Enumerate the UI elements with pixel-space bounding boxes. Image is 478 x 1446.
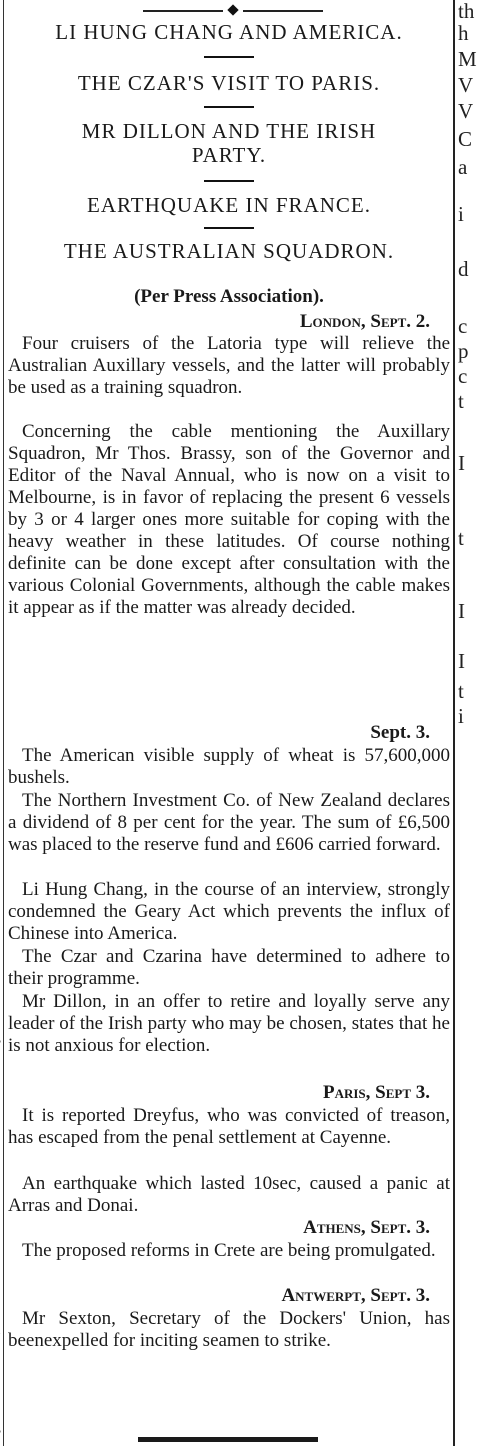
paragraph-czar: The Czar and Czarina have determined to adhere to their programme. — [8, 946, 450, 989]
right-fragment: I — [458, 451, 465, 475]
paragraph-crete: The proposed reforms in Crete are being promulgated. — [22, 1240, 436, 1261]
paragraph-northern-investment: The Northern Investment Co. of New Zealand declares a dividend of 8 per cent for the year. The sum of £6,500 was placed to the reserve fund and £606 carried forward. — [8, 790, 450, 855]
right-fragment: t — [458, 526, 464, 550]
dateline-antwerp: Antwerpt, Sept. 3. — [281, 1285, 430, 1306]
diamond-ornament-icon — [227, 4, 238, 15]
left-fragment — [0, 1030, 1, 1052]
paragraph-earthquake: An earthquake which lasted 10sec, caused a panic at Arras and Donai. — [8, 1173, 450, 1216]
headline-mr-dillon: MR DILLON AND THE IRISH PARTY. — [81, 119, 377, 167]
right-fragment: t — [458, 679, 464, 703]
left-fragment — [0, 1420, 1, 1442]
dateline-london: London, Sept. 2. — [299, 311, 430, 332]
paragraph-wheat-supply: The American visible supply of wheat is 57,600,000 bushels. — [8, 745, 450, 788]
paragraph-dillon: Mr Dillon, in an offer to retire and loyally serve any leader of the Irish party who may be chosen, states that he is not anxious for election. — [8, 991, 450, 1056]
right-column-rule — [453, 0, 455, 1446]
bottom-divider — [138, 1437, 318, 1442]
right-fragment: C — [458, 127, 473, 151]
right-fragment: a — [458, 155, 468, 179]
paragraph-sexton: Mr Sexton, Secretary of the Dockers' Union, has beenexpelled for inciting seamen to strike. — [8, 1308, 450, 1351]
paragraph-cable-squadron: Concerning the cable mentioning the Auxillary Squadron, Mr Thos. Brassy, son of the Governor and Editor of the Naval Annual, who is now on a visit to Melbourne, is in favor of replacing the present 6 vessels by 3 or 4 larger ones more suitable for coping with the heavy weather in these latitudes. Of course nothing definite can be done except after consultation with the various Colonial Governments, although the cable makes it appear as if the matter was already decided. — [8, 421, 450, 618]
right-fragment: t — [458, 389, 464, 413]
headline-earthquake: EARTHQUAKE IN FRANCE. — [87, 193, 371, 217]
headline-separator — [204, 227, 254, 229]
right-fragment: p — [458, 339, 469, 363]
right-fragment: c — [458, 314, 468, 338]
left-column-rule — [3, 0, 4, 1446]
headline-czar-visit: THE CZAR'S VISIT TO PARIS. — [77, 71, 381, 95]
right-fragment: i — [458, 704, 464, 728]
left-fragment — [0, 1320, 1, 1342]
right-fragment: i — [458, 202, 464, 226]
headline-separator — [204, 180, 254, 182]
top-ornament-divider — [143, 5, 323, 17]
right-fragment: c — [458, 364, 468, 388]
paragraph-dreyfus: It is reported Dreyfus, who was convicted of treason, has escaped from the penal settlement at Cayenne. — [8, 1105, 450, 1148]
right-fragment: d — [458, 257, 469, 281]
headline-australian-squadron: THE AUSTRALIAN SQUADRON. — [63, 239, 395, 263]
dateline-paris: Paris, Sept 3. — [322, 1082, 430, 1103]
right-fragment: h — [458, 21, 469, 45]
right-fragment: th — [458, 0, 475, 23]
byline: (Per Press Association). — [134, 286, 324, 307]
right-fragment: V — [458, 99, 474, 123]
headline-li-hung-chang: LI HUNG CHANG AND AMERICA. — [55, 20, 403, 44]
headline-separator — [204, 56, 254, 58]
paragraph-cruisers: Four cruisers of the Latoria type will relieve the Australian Auxillary vessels, and the latter will probably be used as a training squadron. — [8, 333, 450, 398]
right-fragment: M — [458, 47, 477, 71]
right-fragment: I — [458, 649, 465, 673]
headline-separator — [204, 106, 254, 108]
right-adjacent-column — [458, 0, 478, 1446]
dateline-sept-3: Sept. 3. — [370, 722, 430, 743]
right-fragment: I — [458, 599, 465, 623]
paragraph-li-hung-chang: Li Hung Chang, in the course of an interview, strongly condemned the Geary Act which prevents the influx of Chinese into America. — [8, 879, 450, 944]
dateline-athens: Athens, Sept. 3. — [303, 1217, 430, 1238]
right-fragment: V — [458, 73, 474, 97]
